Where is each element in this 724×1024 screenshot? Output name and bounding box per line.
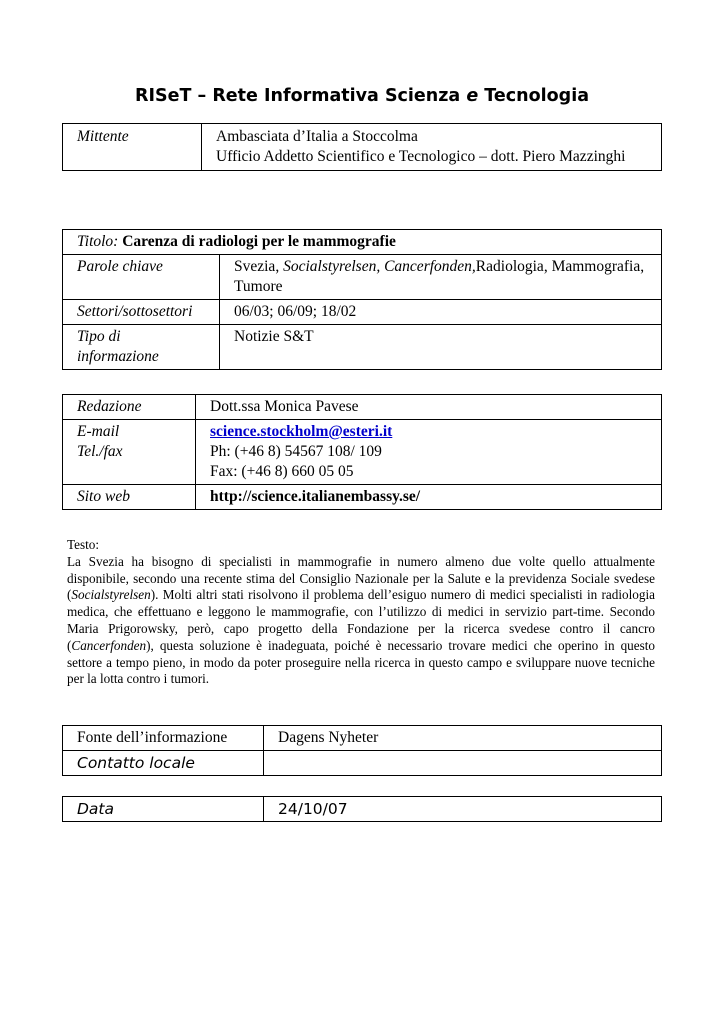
paragraph-part: La Svezia ha bisogno di specialisti in mammografie in numero almeno due volte quello attualmente disponibile, secondo una recente stima del Consiglio Nazionale per la Salute e la previdenza Sociale svedese ( — [67, 553, 655, 603]
source-value: Dagens Nyheter — [264, 726, 662, 751]
sectors-label: Settori/sottosettori — [63, 300, 220, 325]
sectors-row — [63, 300, 662, 325]
type-label-line: informazione — [77, 348, 159, 365]
sender-table — [62, 123, 662, 171]
editor-label: Redazione — [63, 395, 196, 420]
source-table — [62, 725, 662, 776]
email-label — [63, 420, 196, 485]
title-text: RISeT – Rete Informativa Scienza — [134, 86, 467, 106]
title-row — [63, 230, 662, 255]
article-paragraph — [67, 554, 655, 688]
source-label: Fonte dell’informazione — [63, 726, 264, 751]
keywords-italic: Socialstyrelsen, Cancerfonden, — [283, 258, 476, 275]
sender-label: Mittente — [63, 124, 202, 171]
sender-value — [202, 124, 662, 171]
sectors-value: 06/03; 06/09; 18/02 — [220, 300, 662, 325]
email-row — [63, 420, 662, 485]
contact-table — [62, 394, 662, 510]
paragraph-italic: Cancerfonden — [71, 637, 147, 653]
paragraph-part: ), questa soluzione è inadeguata, poiché è necessario trovare medici che operino in questo settore a tempo pieno, in modo da poter proseguire nella ricerca in questo campo e sviluppare nuove tecniche per la lotta contro i tumori. — [67, 637, 655, 687]
email-value — [196, 420, 662, 485]
paragraph-italic: Socialstyrelsen — [71, 587, 151, 603]
keywords-row — [63, 255, 662, 300]
info-table — [62, 229, 662, 370]
keywords-value — [220, 255, 662, 300]
text-label: Testo: — [67, 537, 100, 552]
doc-title-label: Titolo: — [77, 233, 119, 250]
doc-title-cell — [63, 230, 662, 255]
date-label: Data — [63, 797, 264, 822]
local-contact-row — [63, 751, 662, 776]
type-row — [63, 325, 662, 370]
site-row — [63, 485, 662, 510]
local-contact-label: Contatto locale — [63, 751, 264, 776]
type-value: Notizie S&T — [220, 325, 662, 370]
telfax-label-line: Tel./fax — [77, 443, 123, 460]
date-table — [62, 796, 662, 822]
type-label — [63, 325, 220, 370]
phone-value: Ph: (+46 8) 54567 108/ 109 — [210, 443, 382, 460]
keywords-part: Svezia, — [234, 258, 284, 275]
sender-line1: Ambasciata d’Italia a Stoccolma — [216, 128, 418, 145]
title-text-italic: e — [466, 86, 479, 106]
keywords-label: Parole chiave — [63, 255, 220, 300]
date-row — [63, 797, 662, 822]
keywords-part: Radiologia, Mammografia, Tumore — [234, 258, 645, 295]
email-label-line: E-mail — [77, 423, 120, 440]
date-value: 24/10/07 — [264, 797, 662, 822]
site-label: Sito web — [63, 485, 196, 510]
local-contact-value — [264, 751, 662, 776]
article-text — [67, 537, 655, 688]
site-link[interactable]: http://science.italianembassy.se/ — [196, 485, 662, 510]
type-label-line: Tipo di — [77, 328, 121, 345]
source-row — [63, 726, 662, 751]
page-title — [0, 86, 724, 106]
sender-row — [63, 124, 662, 171]
sender-line2: Ufficio Addetto Scientifico e Tecnologico – dott. Piero Mazzinghi — [216, 148, 626, 165]
email-link[interactable]: science.stockholm@esteri.it — [210, 423, 393, 440]
editor-row — [63, 395, 662, 420]
title-text-end: Tecnologia — [478, 86, 590, 106]
doc-title-value: Carenza di radiologi per le mammografie — [122, 233, 396, 250]
editor-value: Dott.ssa Monica Pavese — [196, 395, 662, 420]
fax-value: Fax: (+46 8) 660 05 05 — [210, 463, 354, 480]
paragraph-part: ). Molti altri stati risolvono il problema dell’esiguo numero di medici specialisti in radiologia medica, che effettuano e leggono le mammografie, con l’utilizzo di medici in servizio part-time. Secondo Maria Prigorowsky, però, capo progetto della Fondazione per la ricerca svedese contro il cancro ( — [67, 587, 655, 653]
